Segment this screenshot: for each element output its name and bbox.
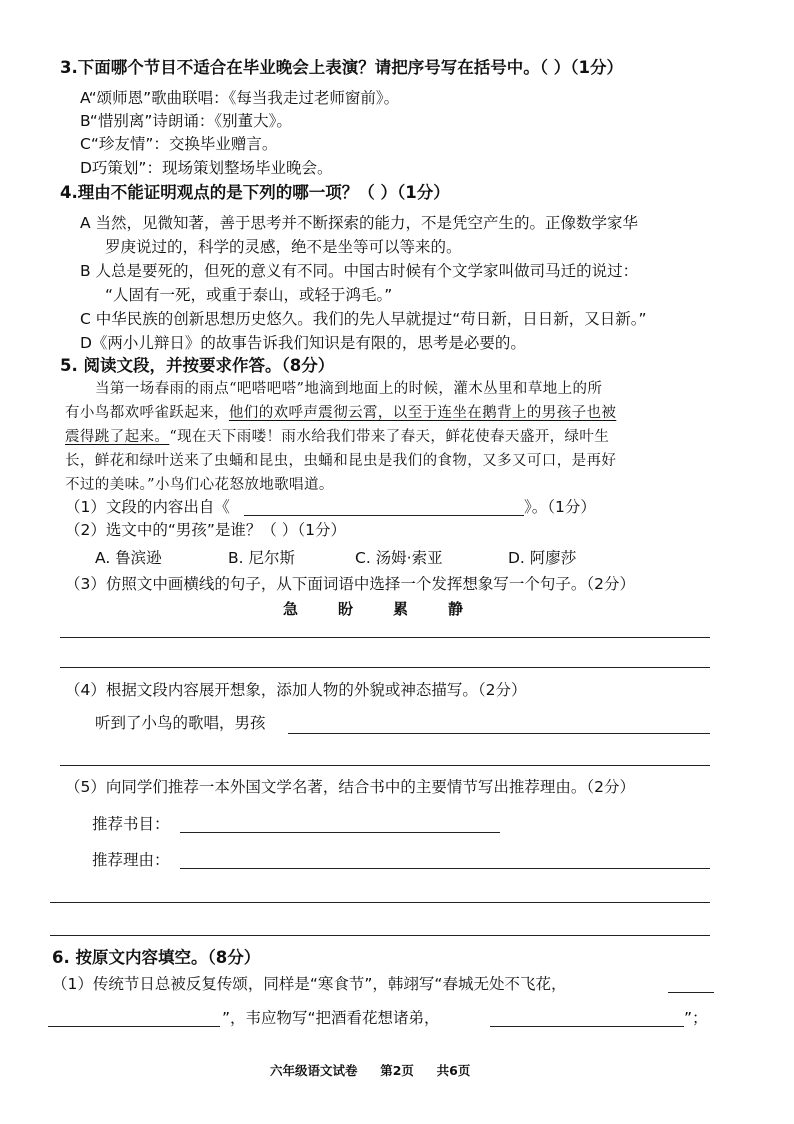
q4-option-a-line1: A 当然，见微知著，善于思考并不断探索的能力，不是凭空产生的。正像数学家华: [80, 214, 639, 232]
q3-stem: 3.下面哪个节目不适合在毕业晚会上表演？请把序号写在括号中。（ ）（1分）: [60, 58, 623, 77]
q3-option-c: C“珍友情”：交换毕业赠言。: [80, 135, 278, 153]
q4-option-a-line2: 罗庚说过的，科学的灵感，绝不是坐等可以等来的。: [105, 238, 462, 256]
q3-option-d: D巧策划”：现场策划整场毕业晚会。: [80, 159, 333, 177]
q6-1-line1: （1）传统节日总被反复传颂，同样是“寒食节”，韩翊写“春城无处不飞花，: [52, 975, 567, 993]
q5-1-answer-line[interactable]: [244, 515, 524, 516]
q5-2-choice-d: D. 阿廖莎: [508, 549, 577, 567]
q4-option-c: C 中华民族的创新思想历史悠久。我们的先人早就提过“苟日新，日日新，又日新。”: [80, 310, 647, 328]
passage-underlined-b: 震得跳了起来。: [65, 429, 170, 445]
q5-2-choice-b: B. 尼尔斯: [228, 549, 295, 567]
q5-3-word: 累: [392, 600, 408, 618]
q5-3-answer-line-2[interactable]: [60, 667, 710, 668]
q5-5-reason-line-1[interactable]: [180, 868, 710, 869]
q3-option-a: A“颂师恩”歌曲联唱：《每当我走过老师窗前》。: [80, 89, 400, 107]
q5-3-word-list: [283, 602, 463, 617]
q5-3-word: 急: [283, 600, 299, 618]
q4-option-b-line2: “人固有一死，或重于泰山，或轻于鸿毛。”: [105, 286, 393, 304]
q5-4-answer-line-1[interactable]: [288, 733, 710, 734]
q5-4-stem: （4）根据文段内容展开想象，添加人物的外貌或神态描写。（2分）: [65, 681, 527, 699]
q5-5-book-line[interactable]: [180, 832, 500, 833]
q6-1-blank-1-start[interactable]: [668, 992, 714, 993]
q5-5-book-label: 推荐书目：: [92, 815, 170, 833]
passage-line-2a: 有小鸟都欢呼雀跃起来，: [65, 405, 229, 421]
q6-1-blank-2[interactable]: [490, 1026, 684, 1027]
q5-2-stem: （2）选文中的“男孩”是谁？（ ）（1分）: [65, 521, 346, 539]
q4-stem: 4.理由不能证明观点的是下列的哪一项？（ ）（1分）: [60, 183, 450, 202]
q4-option-d: D《两小儿辩日》的故事告诉我们知识是有限的，思考是必要的。: [80, 334, 526, 352]
q6-1-line2-end: ”；: [684, 1009, 708, 1027]
q5-3-answer-line-1[interactable]: [60, 637, 710, 638]
q5-4-answer-line-2[interactable]: [60, 765, 710, 766]
q5-5-reason-line-2[interactable]: [50, 902, 710, 903]
q5-2-choice-c: C. 汤姆·索亚: [355, 549, 443, 567]
q5-3-stem: （3）仿照文中画横线的句子，从下面词语中选择一个发挥想象写一个句子。（2分）: [65, 575, 635, 593]
footer-page: 第2页: [380, 1063, 414, 1078]
footer-total: 共6页: [436, 1063, 471, 1078]
passage-underlined-a: 他们的欢呼声震彻云霄，以至于连坐在鹅背上的男孩子也被: [228, 405, 617, 421]
q5-3-word: 盼: [337, 600, 353, 618]
q5-1-suffix: 》。（1分）: [524, 498, 596, 516]
q3-option-b: B“惜别离”诗朗诵：《别董大》。: [80, 112, 292, 130]
footer-subject: 六年级语文试卷: [270, 1063, 358, 1078]
q5-5-stem: （5）向同学们推荐一本外国文学名著，结合书中的主要情节写出推荐理由。（2分）: [65, 778, 635, 796]
q5-2-choice-a: A. 鲁滨逊: [95, 549, 162, 567]
passage-line-3: [65, 430, 609, 445]
q5-4-prompt: 听到了小鸟的歌唱，男孩: [95, 714, 266, 732]
q5-1-prefix: （1）文段的内容出自《: [65, 498, 230, 516]
passage-line-5: 不过的美味。”小鸟们心花怒放地歌唱道。: [65, 477, 334, 493]
footer: [270, 1065, 470, 1078]
q4-option-b-line1: B 人总是要死的，但死的意义有不同。中国古时候有个文学家叫做司马迁的说过：: [80, 262, 639, 280]
q5-3-word: 静: [447, 600, 463, 618]
q6-1-blank-1-end[interactable]: [48, 1026, 220, 1027]
q5-5-reason-line-3[interactable]: [50, 935, 710, 936]
passage-line-2: [65, 406, 616, 421]
q5-stem: 5. 阅读文段，并按要求作答。（8分）: [60, 356, 335, 375]
passage-line-4: 长，鲜花和绿叶送来了虫蛹和昆虫，虫蛹和昆虫是我们的食物，又多又可口，是再好: [65, 453, 617, 469]
q6-1-line2-mid: ”，韦应物写“把酒看花想诸弟，: [222, 1009, 440, 1027]
passage-line-1: 当第一场春雨的雨点“吧嗒吧嗒”地滴到地面上的时候，灌木丛里和草地上的所: [95, 381, 603, 397]
q5-5-reason-label: 推荐理由：: [92, 851, 170, 869]
q6-stem: 6. 按原文内容填空。（8分）: [52, 948, 261, 967]
passage-line-3b: “现在天下雨喽！雨水给我们带来了春天，鲜花使春天盛开，绿叶生: [169, 429, 610, 445]
